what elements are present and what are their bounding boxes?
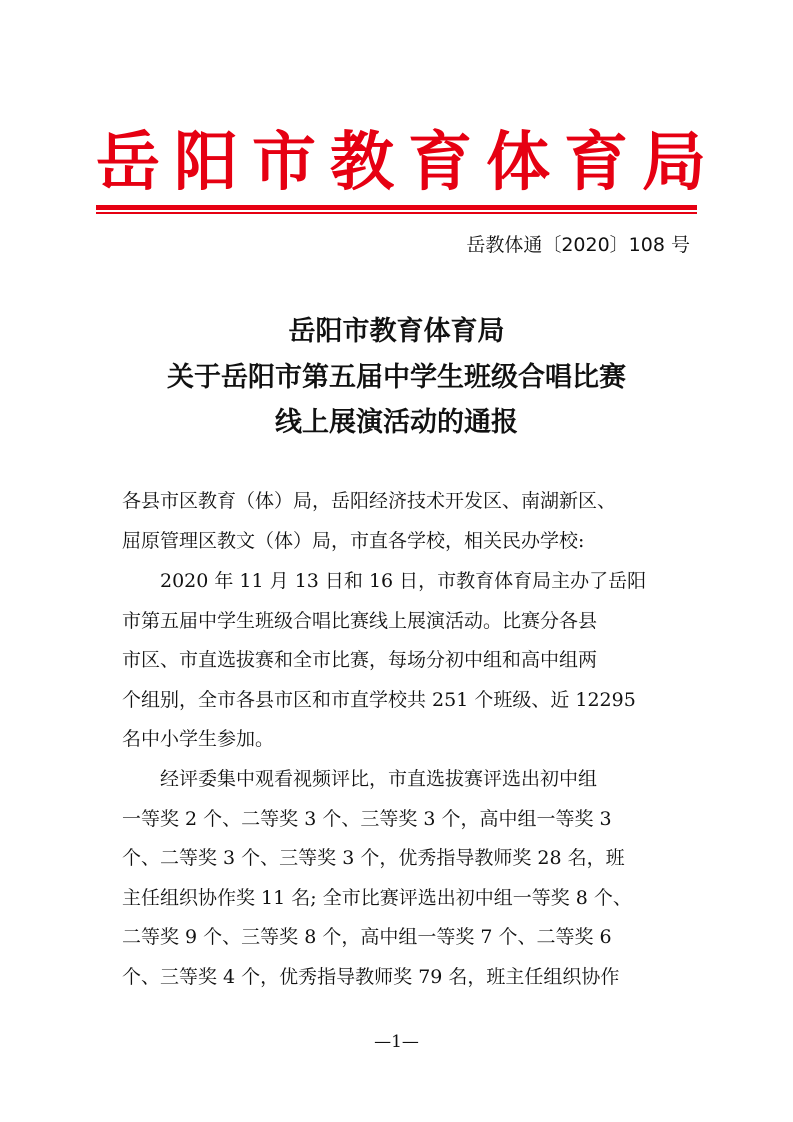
title-line-2: 关于岳阳市第五届中学生班级合唱比赛 <box>167 362 626 393</box>
title-line-1: 岳阳市教育体育局 <box>288 316 505 347</box>
paragraph-line: 市区、市直选拔赛和全市比赛，每场分初中组和高中组两 <box>122 649 598 671</box>
masthead-red-rule-thin <box>96 212 697 214</box>
paragraph-2 <box>122 760 682 997</box>
title-line-3: 线上展演活动的通报 <box>275 407 518 438</box>
paragraph-line: 一等奖 2 个、二等奖 3 个、三等奖 3 个，高中组一等奖 3 <box>122 807 612 830</box>
paragraph-line: 个组别，全市各县市区和市直学校共 251 个班级、近 12295 <box>122 688 636 711</box>
paragraph-1 <box>122 562 682 760</box>
paragraph-line: 经评委集中观看视频评比，市直选拔赛评选出初中组 <box>122 768 598 790</box>
paragraph-line: 2020 年 11 月 13 日和 16 日，市教育体育局主办了岳阳 <box>122 570 647 592</box>
page-number: —1— <box>374 1032 419 1052</box>
masthead-red-rule-thick <box>96 205 697 210</box>
recipients-line: 各县市区教育（体）局，岳阳经济技术开发区、南湖新区、 <box>122 490 617 512</box>
document-number: 岳教体通〔2020〕108 号 <box>466 234 690 256</box>
paragraph-line: 个、二等奖 3 个、三等奖 3 个，优秀指导教师奖 28 名，班 <box>122 847 625 869</box>
paragraph-line: 名中小学生参加。 <box>122 728 275 750</box>
masthead-org-name: 岳阳市教育体育局 <box>96 126 720 200</box>
paragraph-line: 个、三等奖 4 个，优秀指导教师奖 79 名，班主任组织协作 <box>122 965 620 988</box>
paragraph-line: 二等奖 9 个、三等奖 8 个，高中组一等奖 7 个、二等奖 6 <box>122 926 612 948</box>
recipients-block <box>122 482 682 561</box>
paragraph-line: 主任组织协作奖 11 名; 全市比赛评选出初中组一等奖 8 个、 <box>122 886 632 909</box>
recipients-line: 屈原管理区教文（体）局，市直各学校，相关民办学校: <box>122 529 585 552</box>
paragraph-line: 市第五届中学生班级合唱比赛线上展演活动。比赛分各县 <box>122 609 598 632</box>
